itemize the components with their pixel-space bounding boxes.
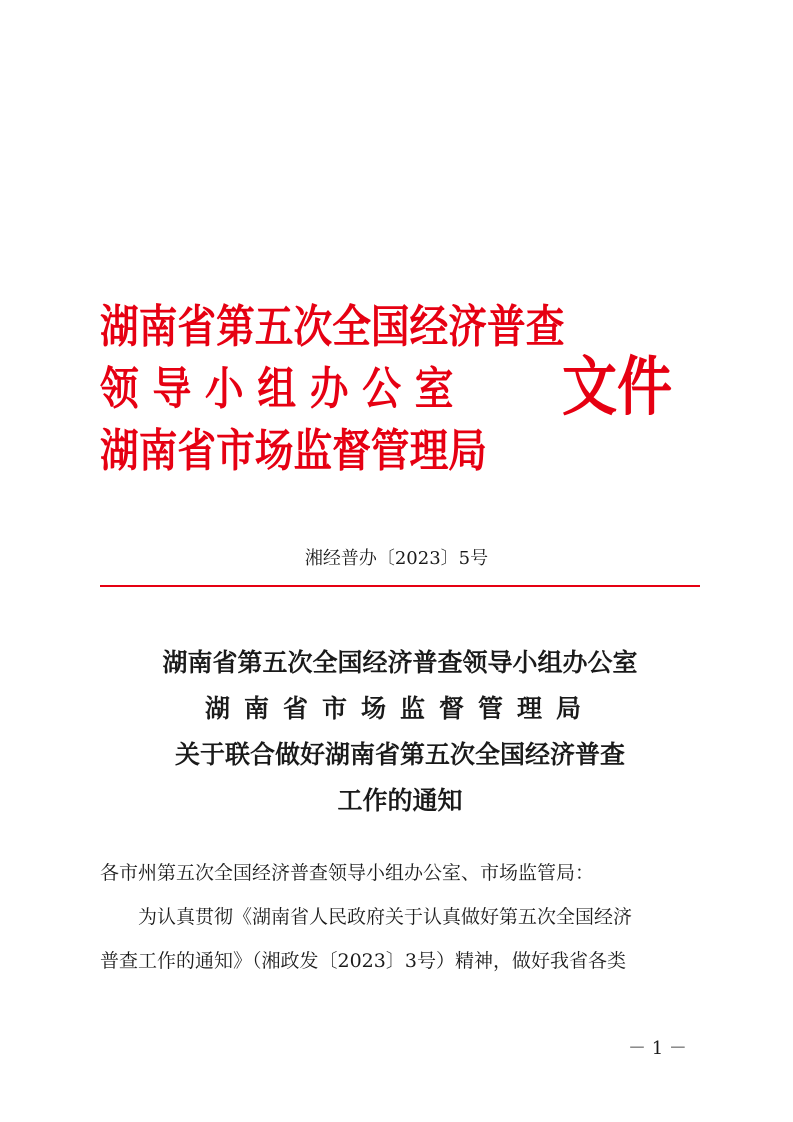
- issuing-organizations: [100, 296, 565, 482]
- title-line-3: 关于联合做好湖南省第五次全国经济普查: [174, 740, 625, 769]
- org-line-market-regulation: 湖南省市场监督管理局: [100, 424, 488, 477]
- title-line-4: 工作的通知: [337, 786, 463, 815]
- title-line-2: 湖南省市场监督管理局: [204, 694, 595, 723]
- page-number: － 1 －: [628, 1038, 687, 1059]
- document-body: [100, 857, 700, 989]
- paragraph-line-1: 为认真贯彻《湖南省人民政府关于认真做好第五次全国经济: [138, 906, 633, 928]
- masthead-doc-type: 文件: [562, 350, 673, 425]
- org-line-leading-group-office: 领导小组办公室: [100, 362, 468, 415]
- org-line-census-office: 湖南省第五次全国经济普查: [100, 300, 565, 353]
- red-divider: [100, 585, 700, 587]
- title-line-1: 湖南省第五次全国经济普查领导小组办公室: [162, 648, 638, 677]
- red-masthead: [100, 296, 680, 486]
- addressee: 各市州第五次全国经济普查领导小组办公室、市场监管局：: [100, 862, 595, 884]
- document-title: [100, 640, 700, 824]
- document-number: 湘经普办〔2023〕5号: [304, 548, 489, 569]
- paragraph-line-2: 普查工作的通知》（湘政发〔2023〕3号）精神，做好我省各类: [100, 950, 626, 972]
